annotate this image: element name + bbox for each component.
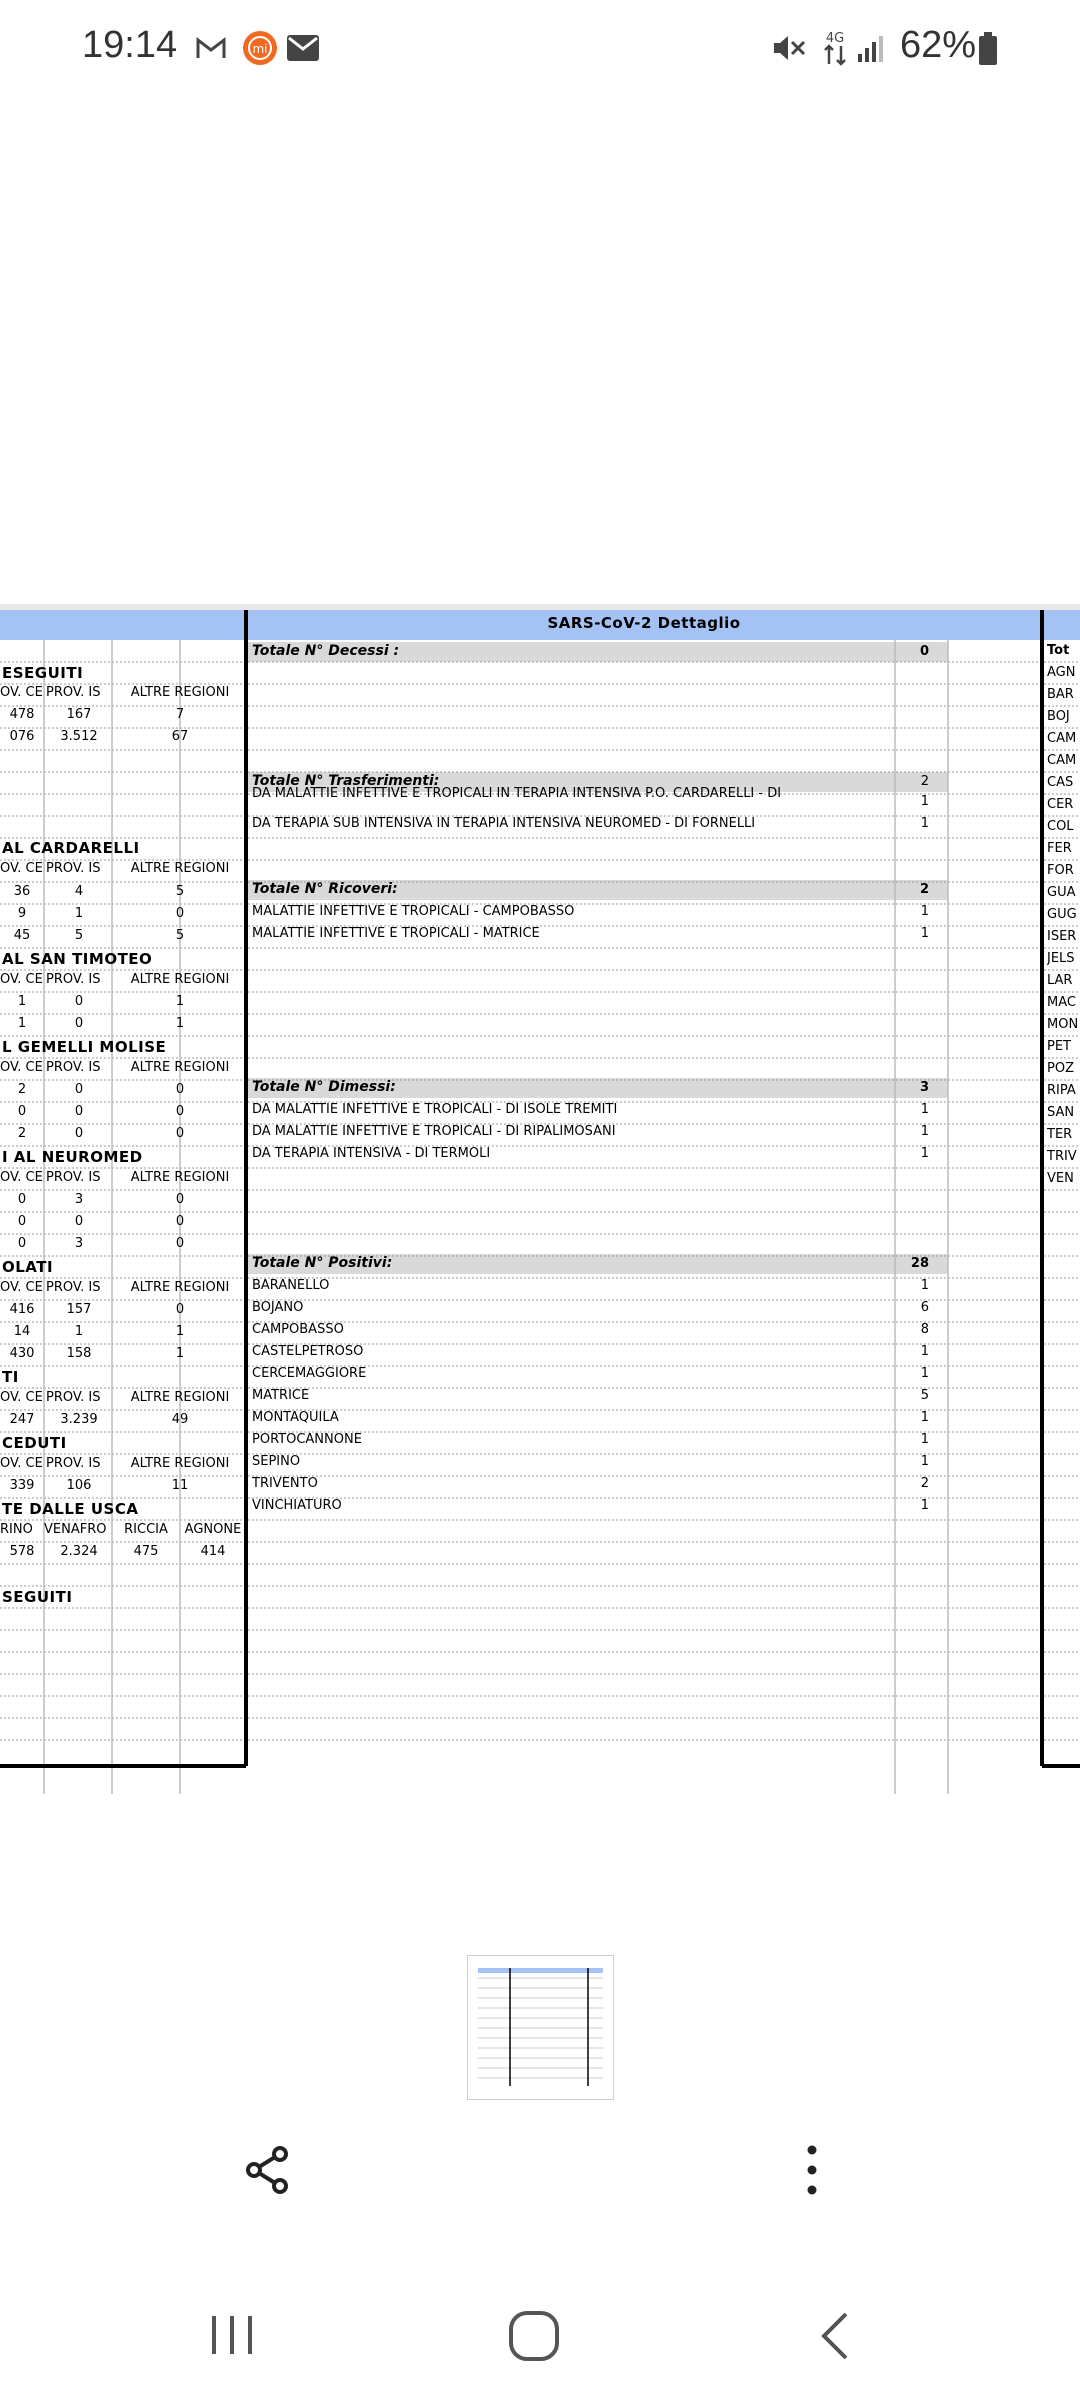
cell: 1 [74, 906, 84, 921]
col-head: PROV. IS [46, 972, 101, 987]
cell: 0 [74, 1082, 84, 1097]
cell: 167 [66, 707, 92, 722]
positivo-item: CAMPOBASSO [252, 1322, 344, 1337]
col-head: OV. CE [0, 685, 43, 700]
cell: 475 [133, 1544, 159, 1559]
section-title: AL SAN TIMOTEO [2, 950, 153, 968]
cell: 2 [17, 1082, 27, 1097]
cell: 0 [74, 1016, 84, 1031]
back-icon[interactable] [816, 2310, 856, 2362]
positivo-count: 1 [920, 1278, 929, 1293]
cell: 5 [74, 928, 84, 943]
cell: 1 [17, 1016, 27, 1031]
right-edge-cell: CAM [1047, 731, 1077, 746]
right-edge-cell: GUA [1047, 885, 1076, 900]
recent-apps-icon[interactable] [204, 2310, 260, 2360]
dimessi-label: Totale N° Dimessi: [252, 1079, 396, 1095]
cell: 14 [13, 1324, 31, 1339]
dimesso-count: 1 [920, 1146, 929, 1161]
right-edge-cell: LAR [1047, 973, 1073, 988]
right-edge-cell: Tot [1047, 643, 1070, 658]
cell: 5 [175, 884, 185, 899]
right-edge-cell: GUG [1047, 907, 1077, 922]
col-head: VENAFRO [44, 1522, 107, 1537]
cell: 11 [171, 1478, 189, 1493]
dimesso-item: DA TERAPIA INTENSIVA - DI TERMOLI [252, 1146, 491, 1161]
cell: 414 [200, 1544, 226, 1559]
right-edge-cell: ISER [1047, 929, 1077, 944]
signal-icon [856, 34, 886, 64]
right-edge-cell: TER [1047, 1127, 1073, 1142]
col-head: PROV. IS [46, 685, 101, 700]
trasferimento-count: 1 [920, 816, 929, 831]
cell: 0 [74, 1126, 84, 1141]
col-head: RICCIA [124, 1522, 168, 1537]
battery-icon [978, 32, 998, 66]
col-head: OV. CE [0, 1390, 43, 1405]
status-bar [0, 0, 1080, 100]
cell: 0 [175, 1082, 185, 1097]
cell: 7 [175, 707, 185, 722]
cell: 416 [9, 1302, 35, 1317]
cell: 0 [17, 1214, 27, 1229]
cell: 076 [9, 729, 35, 744]
dimesso-count: 1 [920, 1102, 929, 1117]
positivo-item: BOJANO [252, 1300, 304, 1315]
col-head: ALTRE REGIONI [130, 972, 230, 987]
cell: 9 [17, 906, 27, 921]
cell: 1 [175, 1324, 185, 1339]
svg-text:mi: mi [252, 42, 268, 56]
cell: 1 [175, 1016, 185, 1031]
col-head: ALTRE REGIONI [130, 1390, 230, 1405]
cell: 157 [66, 1302, 92, 1317]
col-head: PROV. IS [46, 861, 101, 876]
mute-icon [772, 32, 806, 64]
cell: 1 [74, 1324, 84, 1339]
positivo-item: BARANELLO [252, 1278, 330, 1293]
svg-text:4G: 4G [825, 31, 845, 46]
cell: 1 [175, 1346, 185, 1361]
positivo-count: 6 [920, 1300, 929, 1315]
col-head: ALTRE REGIONI [130, 1170, 230, 1185]
section-title: L GEMELLI MOLISE [2, 1038, 167, 1056]
right-edge-cell: MAC [1047, 995, 1076, 1010]
positivo-count: 8 [920, 1322, 929, 1337]
cell: 430 [9, 1346, 35, 1361]
mail-icon [286, 34, 320, 62]
cell: 106 [66, 1478, 92, 1493]
right-edge-cell: SAN [1047, 1105, 1075, 1120]
home-icon[interactable] [506, 2308, 562, 2364]
positivo-count: 1 [920, 1344, 929, 1359]
ricoveri-total: 2 [919, 882, 929, 897]
positivo-item: CASTELPETROSO [252, 1344, 364, 1359]
col-head: PROV. IS [46, 1170, 101, 1185]
positivo-count: 2 [920, 1476, 929, 1491]
more-icon[interactable] [794, 2142, 830, 2198]
right-edge-cell: CAS [1047, 775, 1074, 790]
col-head: OV. CE [0, 972, 43, 987]
positivo-count: 1 [920, 1454, 929, 1469]
col-head: ALTRE REGIONI [130, 861, 230, 876]
cell: 478 [9, 707, 35, 722]
right-edge-cell: JELS [1047, 951, 1075, 966]
cell: 36 [13, 884, 31, 899]
cell: 0 [175, 1302, 185, 1317]
thumbnail-preview [468, 1956, 613, 2099]
cell: 45 [13, 928, 31, 943]
cell: 67 [171, 729, 189, 744]
section-title: ESEGUITI [2, 664, 84, 682]
section-title: TI [2, 1368, 19, 1386]
ricovero-item: MALATTIE INFETTIVE E TROPICALI - MATRICE [252, 926, 540, 941]
cell: 5 [175, 928, 185, 943]
right-edge-cell: FOR [1047, 863, 1074, 878]
col-head: OV. CE [0, 1170, 43, 1185]
sheet-title: SARS-CoV-2 Dettaglio [547, 614, 741, 632]
cell: 0 [74, 994, 84, 1009]
cell: 0 [175, 1236, 185, 1251]
cell: 2 [17, 1126, 27, 1141]
right-edge-cell: BOJ [1047, 709, 1070, 724]
cell: 2.324 [60, 1544, 98, 1559]
cell: 0 [74, 1104, 84, 1119]
ricovero-count: 1 [920, 926, 929, 941]
positivi-label: Totale N° Positivi: [252, 1255, 393, 1271]
right-edge-cell: AGN [1047, 665, 1076, 680]
cell: 0 [175, 1192, 185, 1207]
gmail-icon [196, 36, 226, 60]
section-title: OLATI [2, 1258, 54, 1276]
cell: 49 [171, 1412, 189, 1427]
col-head: OV. CE [0, 1456, 43, 1471]
data-icon [820, 28, 850, 68]
cell: 4 [74, 884, 84, 899]
cell: 3 [74, 1236, 84, 1251]
cell: 3.239 [60, 1412, 98, 1427]
section-title: TE DALLE USCA [2, 1500, 139, 1518]
share-icon[interactable] [240, 2142, 296, 2198]
positivo-item: PORTOCANNONE [252, 1432, 362, 1447]
cell: 0 [175, 1214, 185, 1229]
right-edge-cell: MON [1047, 1017, 1079, 1032]
trasferimento-count: 1 [920, 794, 929, 809]
navigation-bar [0, 2270, 1080, 2400]
ricoveri-label: Totale N° Ricoveri: [252, 881, 398, 897]
col-head: OV. CE [0, 1060, 43, 1075]
col-head: OV. CE [0, 1280, 43, 1295]
positivo-item: CERCEMAGGIORE [252, 1366, 367, 1381]
cell: 247 [9, 1412, 35, 1427]
trasferimenti-total: 2 [920, 774, 929, 789]
trasferimento-item: DA MALATTIE INFETTIVE E TROPICALI IN TERAPIA INTENSIVA P.O. CARDARELLI - DI [252, 786, 782, 800]
col-head: PROV. IS [46, 1456, 101, 1471]
cell: 578 [9, 1544, 35, 1559]
right-edge-cell: BAR [1047, 687, 1074, 702]
right-edge-cell: VEN [1047, 1171, 1074, 1186]
status-time: 19:14 [82, 24, 178, 66]
dimesso-item: DA MALATTIE INFETTIVE E TROPICALI - DI ISOLE TREMITI [252, 1102, 618, 1117]
right-edge-cell: COL [1047, 819, 1074, 834]
dimesso-item: DA MALATTIE INFETTIVE E TROPICALI - DI RIPALIMOSANI [252, 1124, 616, 1139]
positivo-count: 1 [920, 1410, 929, 1425]
cell: 1 [175, 994, 185, 1009]
right-edge-cell: CER [1047, 797, 1074, 812]
section-title: I AL NEUROMED [2, 1148, 143, 1166]
trasferimento-item: DA TERAPIA SUB INTENSIVA IN TERAPIA INTENSIVA NEUROMED - DI FORNELLI [252, 816, 756, 831]
cell: 0 [175, 1104, 185, 1119]
cell: 158 [66, 1346, 92, 1361]
positivo-item: TRIVENTO [252, 1476, 318, 1491]
spreadsheet-image [0, 604, 1080, 1804]
right-edge-cell: POZ [1047, 1061, 1074, 1076]
positivo-count: 5 [920, 1388, 929, 1403]
col-head: ALTRE REGIONI [130, 1280, 230, 1295]
right-edge-cell: RIPA [1047, 1083, 1076, 1098]
col-head: ALTRE REGIONI [130, 1456, 230, 1471]
right-edge-cell: TRIV [1047, 1149, 1077, 1164]
cell: 0 [74, 1214, 84, 1229]
battery-percentage: 62% [900, 24, 977, 66]
positivo-count: 1 [920, 1498, 929, 1513]
cell: 3.512 [60, 729, 98, 744]
cell: 0 [17, 1236, 27, 1251]
positivo-item: MATRICE [252, 1388, 310, 1403]
col-head: ALTRE REGIONI [130, 685, 230, 700]
decessi-label: Totale N° Decessi : [252, 643, 400, 659]
positivo-item: MONTAQUILA [252, 1410, 339, 1425]
cell: 339 [9, 1478, 35, 1493]
decessi-total: 0 [919, 644, 929, 659]
right-edge-cell: FER [1047, 841, 1072, 856]
cell: 0 [175, 1126, 185, 1141]
col-head: PROV. IS [46, 1390, 101, 1405]
mi-app-icon [242, 30, 278, 66]
col-head: PROV. IS [46, 1280, 101, 1295]
col-head: OV. CE [0, 861, 43, 876]
positivo-item: SEPINO [252, 1454, 301, 1469]
cell: 3 [74, 1192, 84, 1207]
cell: 1 [17, 994, 27, 1009]
trasferimenti-label: Totale N° Trasferimenti: [252, 773, 440, 789]
col-head: AGNONE [184, 1522, 242, 1537]
right-edge-cell: CAM [1047, 753, 1077, 768]
col-head: PROV. IS [46, 1060, 101, 1075]
col-head: ALTRE REGIONI [130, 1060, 230, 1075]
right-edge-cell: PET [1047, 1039, 1071, 1054]
dimesso-count: 1 [920, 1124, 929, 1139]
section-title: SEGUITI [2, 1588, 73, 1606]
image-thumbnail[interactable] [467, 1955, 614, 2100]
action-bar [0, 2120, 1080, 2230]
col-head: RINO [0, 1522, 33, 1537]
positivo-count: 1 [920, 1366, 929, 1381]
ricovero-count: 1 [920, 904, 929, 919]
ricovero-item: MALATTIE INFETTIVE E TROPICALI - CAMPOBASSO [252, 904, 575, 919]
dimessi-total: 3 [919, 1080, 929, 1095]
positivi-total: 28 [910, 1256, 929, 1271]
section-title: AL CARDARELLI [2, 839, 140, 857]
cell: 0 [17, 1104, 27, 1119]
cell: 0 [17, 1192, 27, 1207]
positivo-count: 1 [920, 1432, 929, 1447]
section-title: CEDUTI [2, 1434, 67, 1452]
cell: 0 [175, 906, 185, 921]
positivo-item: VINCHIATURO [252, 1498, 342, 1513]
